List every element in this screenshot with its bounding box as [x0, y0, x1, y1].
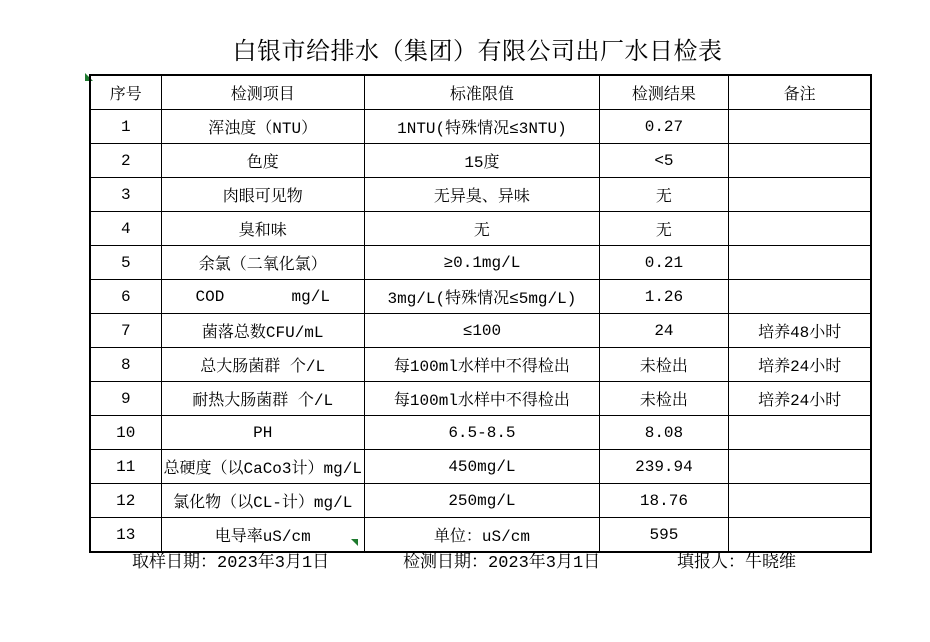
- table-row: [90, 246, 871, 280]
- table-header-row: [90, 75, 871, 110]
- cell-no: 8: [90, 348, 161, 382]
- cell-no: 10: [90, 416, 161, 450]
- cell-result: 595: [599, 518, 728, 553]
- header-standard: 标准限值: [364, 75, 599, 110]
- cell-remark: [728, 416, 871, 450]
- table-row: [90, 144, 871, 178]
- cell-result: 无: [599, 212, 728, 246]
- header-remark: 备注: [728, 75, 871, 110]
- cell-no: 5: [90, 246, 161, 280]
- cell-no: 4: [90, 212, 161, 246]
- cell-no: 3: [90, 178, 161, 212]
- cell-result: 0.27: [599, 110, 728, 144]
- cell-standard: ≥0.1mg/L: [364, 246, 599, 280]
- cell-remark: [728, 246, 871, 280]
- cell-remark: 培养24小时: [728, 348, 871, 382]
- cell-standard: 每100ml水样中不得检出: [364, 382, 599, 416]
- header-item: 检测项目: [161, 75, 364, 110]
- cell-item: 耐热大肠菌群 个/L: [161, 382, 364, 416]
- table-row: [90, 382, 871, 416]
- cell-remark: [728, 212, 871, 246]
- cell-item: 总硬度（以CaCo3计）mg/L: [161, 450, 364, 484]
- cell-item: COD mg/L: [161, 280, 364, 314]
- cell-standard: 250mg/L: [364, 484, 599, 518]
- cell-result: 0.21: [599, 246, 728, 280]
- cell-no: 11: [90, 450, 161, 484]
- cell-remark: 培养48小时: [728, 314, 871, 348]
- cell-no: 6: [90, 280, 161, 314]
- cell-standard: 6.5-8.5: [364, 416, 599, 450]
- cell-item: 余氯（二氧化氯）: [161, 246, 364, 280]
- cell-item: 臭和味: [161, 212, 364, 246]
- reporter-label: 填报人：牛晓维: [677, 554, 796, 573]
- cell-standard: 1NTU(特殊情况≤3NTU): [364, 110, 599, 144]
- cell-no: 13: [90, 518, 161, 553]
- cell-result: 未检出: [599, 348, 728, 382]
- cell-no: 1: [90, 110, 161, 144]
- cell-item: 色度: [161, 144, 364, 178]
- cell-no: 12: [90, 484, 161, 518]
- cell-remark: [728, 280, 871, 314]
- cell-remark: [728, 484, 871, 518]
- cell-item: 总大肠菌群 个/L: [161, 348, 364, 382]
- cell-result: 未检出: [599, 382, 728, 416]
- cell-item: 电导率uS/cm: [161, 518, 364, 553]
- table-row: [90, 484, 871, 518]
- cell-no: 7: [90, 314, 161, 348]
- table-row: [90, 280, 871, 314]
- cell-result: <5: [599, 144, 728, 178]
- cell-standard: 每100ml水样中不得检出: [364, 348, 599, 382]
- cell-standard: ≤100: [364, 314, 599, 348]
- cell-result: 1.26: [599, 280, 728, 314]
- test-date-label: 检测日期：2023年3月1日: [403, 554, 601, 573]
- cell-standard: 450mg/L: [364, 450, 599, 484]
- cell-standard: 3mg/L(特殊情况≤5mg/L): [364, 280, 599, 314]
- table-row: [90, 212, 871, 246]
- water-quality-table: [89, 74, 872, 553]
- header-result: 检测结果: [599, 75, 728, 110]
- table-row: [90, 348, 871, 382]
- table-row: [90, 178, 871, 212]
- cell-remark: [728, 178, 871, 212]
- cell-standard: 无异臭、异味: [364, 178, 599, 212]
- cell-result: 239.94: [599, 450, 728, 484]
- cell-remark: [728, 110, 871, 144]
- cell-remark: [728, 450, 871, 484]
- cell-remark: [728, 144, 871, 178]
- footer: [0, 547, 930, 573]
- cell-result: 18.76: [599, 484, 728, 518]
- cell-no: 2: [90, 144, 161, 178]
- cell-standard: 15度: [364, 144, 599, 178]
- cell-result: 24: [599, 314, 728, 348]
- cell-standard: 单位：uS/cm: [364, 518, 599, 553]
- cell-no: 9: [90, 382, 161, 416]
- sampling-date-label: 取样日期：2023年3月1日: [132, 554, 330, 573]
- table-row: [90, 450, 871, 484]
- table-row: [90, 314, 871, 348]
- table-row: [90, 416, 871, 450]
- cell-item: 氯化物（以CL-计）mg/L: [161, 484, 364, 518]
- page-title: 白银市给排水（集团）有限公司出厂水日检表: [232, 40, 723, 67]
- cell-remark: 培养24小时: [728, 382, 871, 416]
- table-row: [90, 110, 871, 144]
- cell-item: PH: [161, 416, 364, 450]
- cell-item: 菌落总数CFU/mL: [161, 314, 364, 348]
- cell-standard: 无: [364, 212, 599, 246]
- header-no: 序号: [90, 75, 161, 110]
- cell-item: 浑浊度（NTU）: [161, 110, 364, 144]
- cell-result: 8.08: [599, 416, 728, 450]
- cell-result: 无: [599, 178, 728, 212]
- cell-item: 肉眼可见物: [161, 178, 364, 212]
